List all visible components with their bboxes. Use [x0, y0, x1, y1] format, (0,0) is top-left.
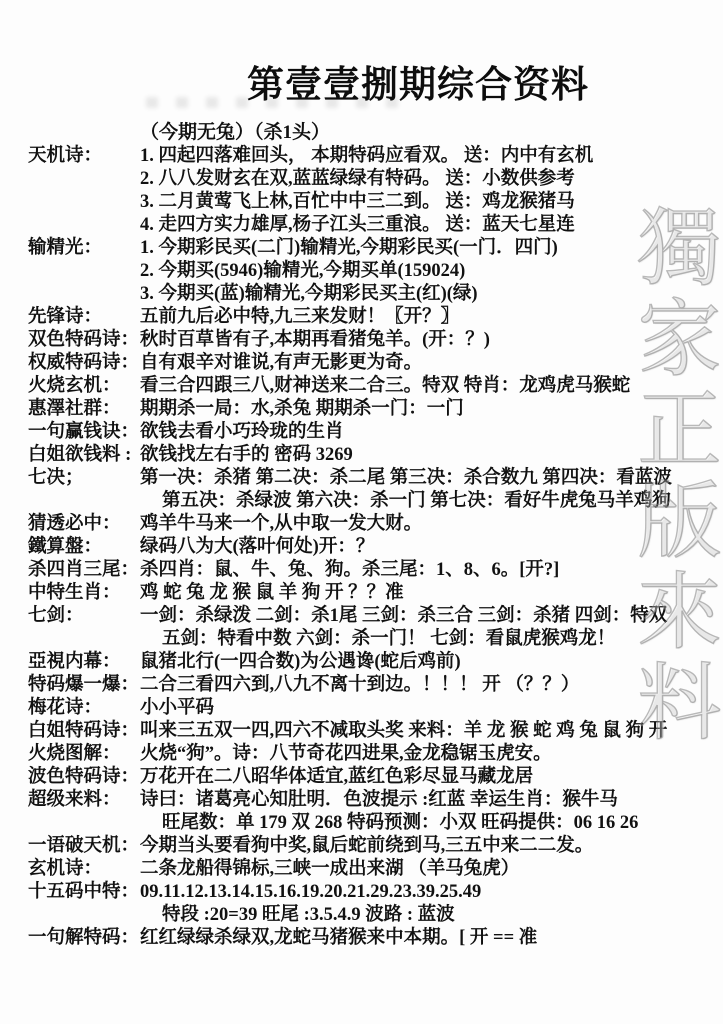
- row-content: [140, 559, 704, 582]
- row-label: 火烧图解：: [28, 744, 121, 764]
- row-content: [140, 582, 704, 605]
- row-content: [140, 536, 704, 559]
- row-content: [140, 743, 704, 766]
- row-line: 09.11.12.13.14.15.16.19.20.21.29.23.39.25.49: [140, 882, 482, 902]
- row-line: 2. 今期买(5946)输精光,今期买单(159024): [140, 261, 466, 281]
- row-content: [140, 467, 704, 513]
- info-row: [28, 743, 704, 766]
- print-artifact: [146, 97, 401, 108]
- row-line: 万花开在二八昭华体适宜,蓝红色彩尽显马藏龙居: [140, 767, 534, 787]
- row-line: 看三合四跟三八,财神送来二合三。特双 特肖：龙鸡虎马猴蛇: [140, 376, 631, 396]
- info-row: [28, 674, 704, 697]
- row-label: 特码爆一爆：: [28, 675, 140, 695]
- content-rows: [28, 145, 704, 950]
- row-label: 双色特码诗：: [28, 330, 140, 350]
- row-line: 旺尾数：单 179 双 268 特码预测：小双 旺码提供：06 16 26: [162, 813, 639, 833]
- row-label: 鐵算盤：: [28, 537, 103, 557]
- info-row: [28, 766, 704, 789]
- info-row: [28, 444, 704, 467]
- row-label: 火烧玄机：: [28, 376, 121, 396]
- row-label: 七剑：: [28, 606, 84, 626]
- row-content: [140, 605, 704, 651]
- row-line: 今期当头要看狗中奖,鼠后蛇前绕到马,三五中来二二发。: [140, 836, 594, 856]
- row-line: 火烧“狗”。诗：八节奇花四进果,金龙稳锯玉虎安。: [140, 744, 552, 764]
- info-row: [28, 927, 704, 950]
- row-content: [140, 306, 704, 329]
- row-line: 二合三看四六到,八九不离十到边。！！！ 开 （？？）: [140, 675, 580, 695]
- row-line: 五前九后必中特,九三来发财！〖开？〗: [140, 307, 460, 327]
- info-row: [28, 789, 704, 835]
- row-label: 猜透必中：: [28, 514, 121, 534]
- row-line: 红红绿绿杀绿双,龙蛇马猪猴来中本期。[ 开 == 准: [140, 928, 538, 948]
- row-label: 七决；: [28, 468, 84, 488]
- row-content: [140, 766, 704, 789]
- row-line: 3. 今期买(蓝)输精光,今期彩民买主(红)(绿): [140, 284, 478, 304]
- row-line: 欲钱去看小巧玲珑的生肖: [140, 422, 344, 442]
- row-line: 自有艰辛对谁说,有声无影更为奇。: [140, 353, 423, 373]
- row-content: [140, 697, 704, 720]
- row-line: 1. 今期彩民买(二门)输精光,今期彩民买(一门．四门): [140, 238, 558, 258]
- row-content: [140, 835, 704, 858]
- info-row: [28, 352, 704, 375]
- row-label: 天机诗：: [28, 146, 103, 166]
- row-content: [140, 513, 704, 536]
- row-line: 2. 八八发财玄在双,蓝蓝绿绿有特码。 送：小数供参考: [140, 169, 575, 189]
- row-content: [140, 421, 704, 444]
- row-label: 十五码中特：: [28, 882, 140, 902]
- row-line: 鸡羊牛马来一个,从中取一发大财。: [140, 514, 423, 534]
- page-title: 第壹壹捌期综合资料: [247, 65, 589, 106]
- page-subtitle: （今期无兔）（杀1头）: [140, 122, 331, 143]
- row-label: 一句解特码：: [28, 928, 140, 948]
- info-row: [28, 835, 704, 858]
- row-line: 绿码八为大(落叶何处)开：？: [140, 537, 375, 557]
- row-label: 中特生肖：: [28, 583, 121, 603]
- row-line: 特段 :20=39 旺尾 :3.5.4.9 波路 : 蓝波: [162, 905, 455, 925]
- row-content: [140, 329, 704, 352]
- row-label: 玄机诗：: [28, 859, 103, 879]
- row-label: 先锋诗：: [28, 307, 103, 327]
- info-row: [28, 421, 704, 444]
- row-label: 杀四肖三尾：: [28, 560, 140, 580]
- info-row: [28, 651, 704, 674]
- row-line: 鼠猪北行(一四合数)为公遇谗(蛇后鸡前): [140, 652, 461, 672]
- row-content: [140, 789, 704, 835]
- row-content: [140, 398, 704, 421]
- info-row: [28, 881, 704, 927]
- row-content: [140, 858, 704, 881]
- row-line: 第一决：杀猪 第二决：杀二尾 第三决：杀合数九 第四决：看蓝波: [140, 468, 672, 488]
- row-content: [140, 651, 704, 674]
- info-row: [28, 605, 704, 651]
- info-row: [28, 582, 704, 605]
- row-content: [140, 720, 704, 743]
- row-line: 叫来三五双一四,四六不减取头奖 来料：羊 龙 猴 蛇 鸡 兔 鼠 狗 开: [140, 721, 668, 741]
- info-row: [28, 536, 704, 559]
- row-line: 期期杀一局：水,杀兔 期期杀一门：一门: [140, 399, 464, 419]
- row-label: 权威特码诗：: [28, 353, 140, 373]
- row-label: 白姐特码诗：: [28, 721, 140, 741]
- row-content: [140, 927, 704, 950]
- row-content: [140, 444, 704, 467]
- info-row: [28, 697, 704, 720]
- info-row: [28, 145, 704, 237]
- info-row: [28, 237, 704, 306]
- row-line: 二条龙船得锦标,三峡一成出来湖 （羊马兔虎）: [140, 859, 520, 879]
- info-row: [28, 398, 704, 421]
- info-row: [28, 375, 704, 398]
- info-row: [28, 720, 704, 743]
- info-row: [28, 858, 704, 881]
- row-label: 超级来料：: [28, 790, 121, 810]
- row-line: 秋时百草皆有子,本期再看猪兔羊。(开：？): [140, 330, 490, 350]
- row-content: [140, 674, 704, 697]
- row-line: 诗曰：诸葛亮心知肚明．色波提示 :红蓝 幸运生肖：猴牛马: [140, 790, 618, 810]
- row-content: [140, 375, 704, 398]
- row-content: [140, 145, 704, 237]
- row-label: 波色特码诗：: [28, 767, 140, 787]
- row-label: 输精光：: [28, 238, 103, 258]
- row-line: 欲钱找左右手的 密码 3269: [140, 445, 353, 465]
- row-line: 1. 四起四落难回头， 本期特码应看双。 送：内中有玄机: [140, 146, 594, 166]
- watermark-text: 獨家正版來料: [625, 203, 718, 749]
- row-content: [140, 352, 704, 375]
- row-label: 梅花诗：: [28, 698, 103, 718]
- row-line: 小小平码: [140, 698, 215, 718]
- row-content: [140, 237, 704, 306]
- row-line: 鸡 蛇 兔 龙 猴 鼠 羊 狗 开 ？？准: [140, 583, 404, 603]
- row-line: 杀四肖：鼠、牛、兔、狗。杀三尾：1、8、6。[开?]: [140, 560, 560, 580]
- row-line: 五剑：特看中数 六剑：杀一门！ 七剑：看鼠虎猴鸡龙！: [162, 629, 616, 649]
- info-row: [28, 559, 704, 582]
- row-line: 第五决：杀绿波 第六决：杀一门 第七决：看好牛虎兔马羊鸡狗: [162, 491, 671, 511]
- row-label: 白姐欲钱料 :: [28, 445, 132, 465]
- row-label: 一语破天机：: [28, 836, 140, 856]
- row-label: 惠澤社群：: [28, 399, 121, 419]
- row-line: 4. 走四方实力雄厚,杨子江头三重浪。 送：蓝天七星连: [140, 215, 575, 235]
- row-line: 一剑：杀绿泼 二剑：杀1尾 三剑：杀三合 三剑：杀猪 四剑：特双: [140, 606, 668, 626]
- row-label: 一句赢钱诀：: [28, 422, 140, 442]
- info-row: [28, 306, 704, 329]
- row-line: 3. 二月黄莺飞上林,百忙中中三二到。 送：鸡龙猴猪马: [140, 192, 575, 212]
- info-row: [28, 467, 704, 513]
- row-content: [140, 881, 704, 927]
- info-row: [28, 329, 704, 352]
- info-row: [28, 513, 704, 536]
- row-label: 亞視内幕：: [28, 652, 121, 672]
